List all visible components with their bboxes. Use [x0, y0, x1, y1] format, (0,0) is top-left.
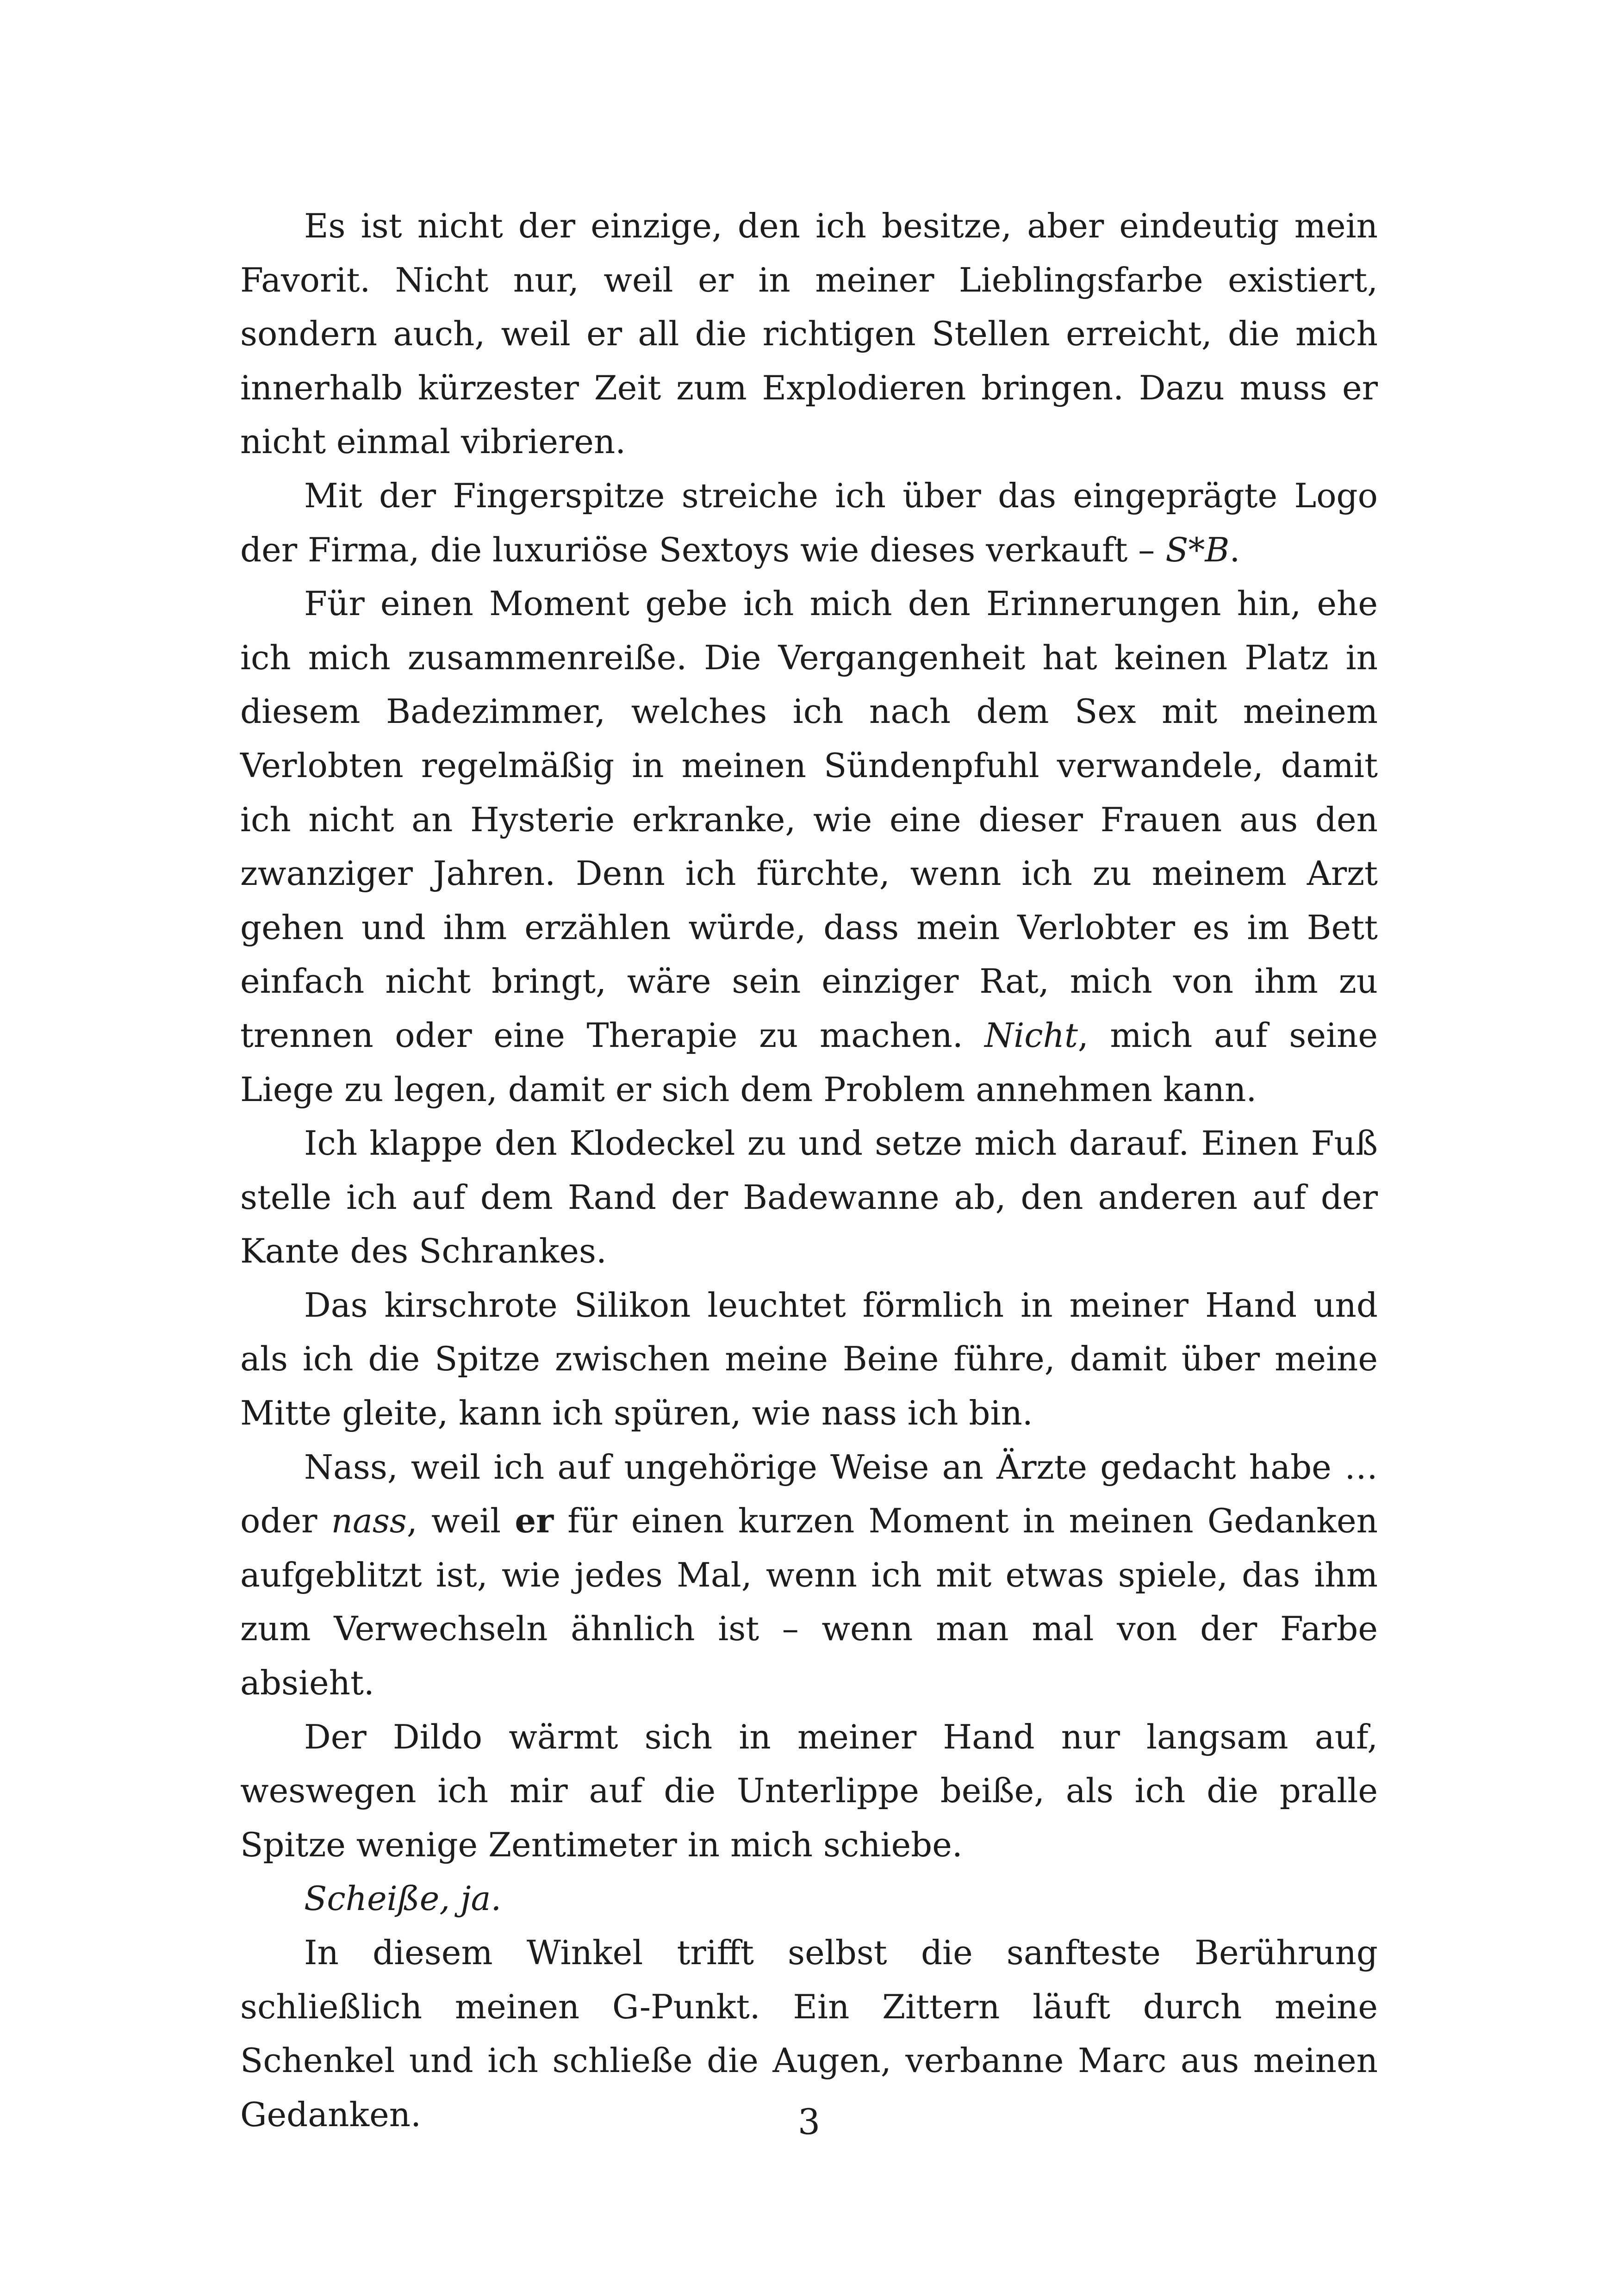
paragraph-2-text-after: .: [1229, 530, 1240, 569]
paragraph-6: [240, 1440, 1378, 1710]
paragraph-6-text-middle: , weil: [406, 1501, 515, 1541]
paragraph-1-text: Es ist nicht der einzige, den ich besitze, aber eindeutig mein Favorit. Nicht nur, weil er in meiner Lieblingsfarbe existiert, sondern auch, weil er all die richtigen Stellen erreicht, die mich innerhalb kürzester Zeit zum Explodieren bringen. Dazu muss er nicht einmal vibrieren.: [240, 206, 1378, 461]
paragraph-6-italic: nass: [331, 1501, 407, 1541]
paragraph-6-text-after: für einen kurzen Moment in meinen Gedanken aufgeblitzt ist, wie jedes Mal, wenn ich mit etwas spiele, das ihm zum Verwechseln ähnlich ist – wenn man mal von der Farbe absieht.: [240, 1501, 1378, 1703]
paragraph-3-italic: Nicht: [984, 1015, 1078, 1055]
paragraph-2-italic: S*B: [1165, 530, 1230, 569]
paragraph-3-text-before: Für einen Moment gebe ich mich den Erinnerungen hin, ehe ich mich zusammenreiße. Die Vergangenheit hat keinen Platz in diesem Badezimmer, welches ich nach dem Sex mit meinem Verlobten regelmäßig in meinen Sündenpfuhl verwandele, damit ich nicht an Hysterie erkranke, wie eine dieser Frauen aus den zwanziger Jahren. Denn ich fürchte, wenn ich zu meinem Arzt gehen und ihm erzählen würde, dass mein Verlobter es im Bett einfach nicht bringt, wäre sein einziger Rat, mich von ihm zu trennen oder eine Therapie zu machen.: [240, 584, 1378, 1055]
paragraph-5: [240, 1278, 1378, 1440]
paragraph-4-text: Ich klappe den Klodeckel zu und setze mich darauf. Einen Fuß stelle ich auf dem Rand der Badewanne ab, den anderen auf der Kante des Schrankes.: [240, 1124, 1378, 1271]
paragraph-3-text-after: , mich auf seine Liege zu legen, damit er sich dem Problem annehmen kann.: [240, 1015, 1378, 1109]
paragraph-7-text: Der Dildo wärmt sich in meiner Hand nur langsam auf, weswegen ich mir auf die Unterlippe beiße, als ich die pralle Spitze wenige Zentimeter in mich schiebe.: [240, 1717, 1378, 1864]
paragraph-2: [240, 469, 1378, 577]
paragraph-5-text: Das kirschrote Silikon leuchtet förmlich in meiner Hand und als ich die Spitze zwischen meine Beine führe, damit über meine Mitte gleite, kann ich spüren, wie nass ich bin.: [240, 1285, 1378, 1433]
paragraph-6-bold: er: [515, 1501, 554, 1541]
paragraph-9-text: In diesem Winkel trifft selbst die sanfteste Berührung schließlich meinen G-Punkt. Ein Zittern läuft durch meine Schenkel und ich schließe die Augen, verbanne Marc aus meinen Gedanken.: [240, 1933, 1378, 2134]
paragraph-1: [240, 199, 1378, 469]
paragraph-3: [240, 577, 1378, 1116]
paragraph-7: [240, 1710, 1378, 1872]
body-text: [240, 199, 1378, 2141]
paragraph-6-text-before: Nass, weil ich auf ungehörige Weise an Ärzte gedacht habe … oder: [240, 1447, 1378, 1541]
paragraph-2-text-before: Mit der Fingerspitze streiche ich über das eingeprägte Logo der Firma, die luxuriöse Sextoys wie dieses verkauft –: [240, 476, 1378, 569]
paragraph-4: [240, 1116, 1378, 1278]
paragraph-8: [240, 1872, 1378, 1926]
paragraph-8-text: Scheiße, ja.: [304, 1879, 502, 1918]
page-number: 3: [797, 2101, 821, 2142]
